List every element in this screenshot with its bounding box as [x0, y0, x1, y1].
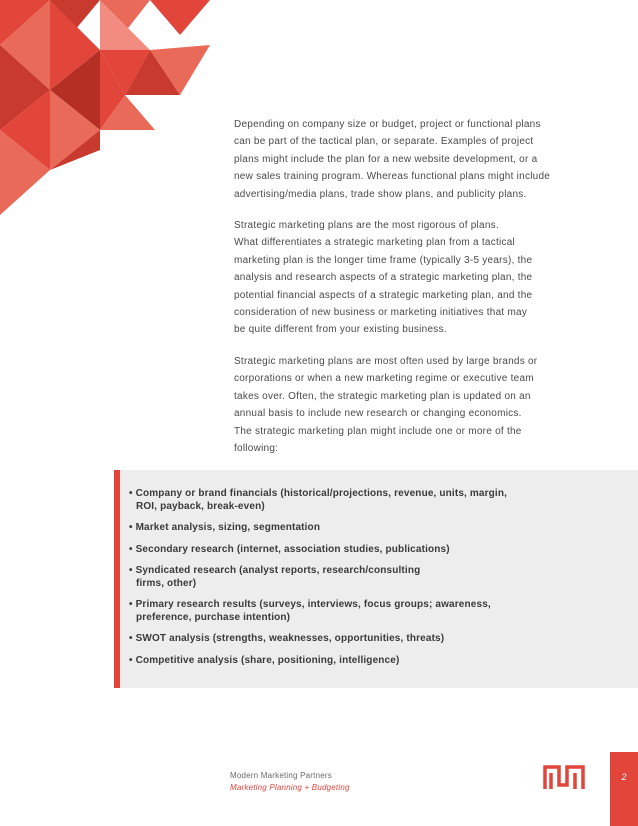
text-line: be quite different from your existing business. [234, 324, 447, 336]
mmp-logo-icon [543, 763, 585, 791]
list-item-line: • Primary research results (surveys, interviews, focus groups; awareness, [129, 599, 491, 610]
text-line: plans might include the plan for a new website development, or a [234, 153, 538, 165]
text-line: takes over. Often, the strategic marketing plan is updated on an [234, 390, 531, 402]
text-line: marketing plan is the longer time frame (typically 3-5 years), the [234, 254, 533, 266]
text-line: consideration of new business or marketing initiatives that may [234, 307, 528, 319]
body-text [234, 116, 574, 471]
list-item [129, 522, 629, 535]
list-item [129, 488, 629, 513]
page-number-tab [610, 752, 638, 826]
text-line: Strategic marketing plans are most often used by large brands or [234, 355, 538, 367]
bullet-list [129, 488, 629, 676]
text-line: corporations or when a new marketing regime or executive team [234, 373, 534, 385]
list-item [129, 633, 629, 646]
list-item-line: • Market analysis, sizing, segmentation [129, 522, 321, 533]
list-item-line: • Syndicated research (analyst reports, research/consulting [129, 565, 421, 576]
text-line: can be part of the tactical plan, or separate. Examples of project [234, 136, 534, 148]
corner-triangle-pattern [0, 0, 210, 215]
text-line: Depending on company size or budget, project or functional plans [234, 119, 541, 130]
list-item [129, 544, 629, 557]
page-number: 2 [621, 772, 627, 782]
paragraph [234, 217, 574, 339]
list-item-line: preference, purchase intention) [136, 611, 291, 623]
list-item-line: • SWOT analysis (strengths, weaknesses, opportunities, threats) [129, 633, 445, 644]
list-item-line: firms, other) [136, 577, 197, 589]
list-item [129, 599, 629, 624]
list-item [129, 565, 629, 590]
text-line: What differentiates a strategic marketing plan from a tactical [234, 237, 515, 249]
text-line: annual basis to include new research or changing economics. [234, 408, 522, 420]
paragraph [234, 116, 574, 203]
text-line: advertising/media plans, trade show plans, and publicity plans. [234, 188, 527, 200]
footer-document-title: Marketing Planning + Budgeting [230, 783, 350, 792]
list-item-line: • Secondary research (internet, association studies, publications) [129, 543, 450, 555]
text-line: following: [234, 442, 279, 454]
callout-accent-bar [114, 470, 120, 688]
text-line: analysis and research aspects of a strategic marketing plan, the [234, 272, 533, 284]
list-item [129, 655, 629, 668]
text-line: new sales training program. Whereas functional plans might include [234, 171, 551, 183]
list-item-line: • Competitive analysis (share, positioning, intelligence) [129, 654, 400, 666]
text-line: The strategic marketing plan might include one or more of the [234, 425, 522, 437]
callout-box [114, 470, 638, 688]
list-item-line: ROI, payback, break-even) [136, 500, 265, 512]
text-line: Strategic marketing plans are the most rigorous of plans. [234, 220, 499, 232]
paragraph [234, 353, 574, 457]
footer-organization: Modern Marketing Partners [230, 771, 332, 780]
list-item-line: • Company or brand financials (historical/projections, revenue, units, margin, [129, 488, 508, 499]
text-line: potential financial aspects of a strategic marketing plan, and the [234, 289, 533, 301]
